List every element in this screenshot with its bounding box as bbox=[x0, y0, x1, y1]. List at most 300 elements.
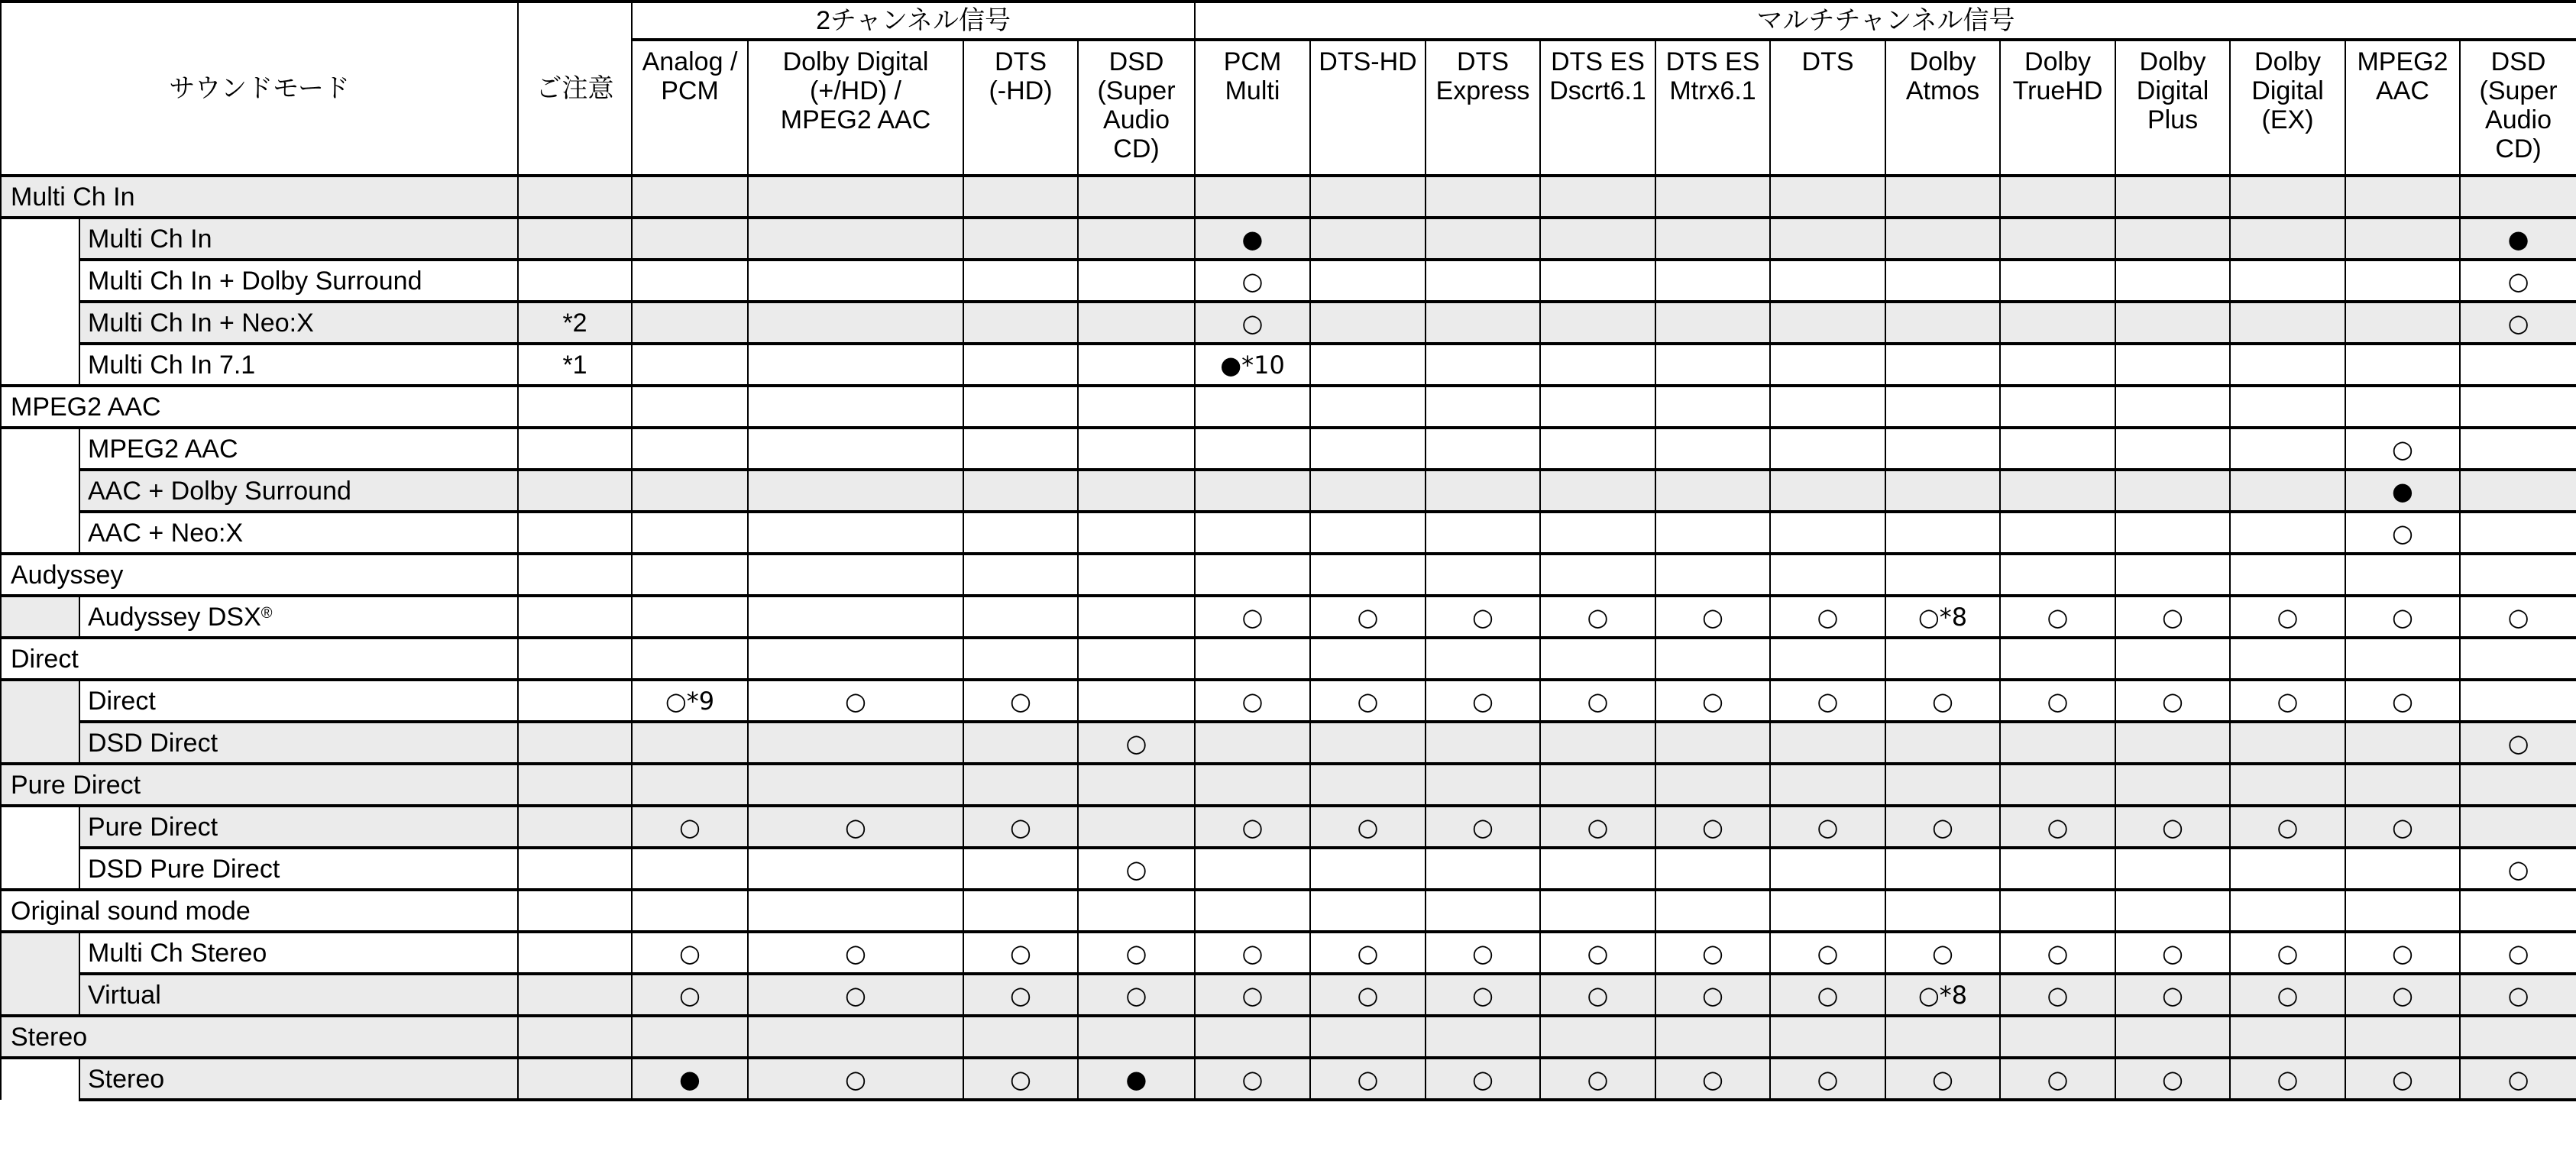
compatibility-mark: ○ bbox=[2162, 686, 2183, 716]
open-circle-icon bbox=[748, 680, 963, 722]
open-circle-icon bbox=[1540, 974, 1655, 1016]
compatibility-mark: ○ bbox=[1472, 980, 1493, 1010]
compatibility-mark: ○ bbox=[1357, 686, 1379, 716]
empty-cell bbox=[2115, 890, 2230, 932]
empty-cell bbox=[2460, 638, 2576, 680]
compatibility-mark: ○ bbox=[1932, 686, 1953, 716]
empty-cell bbox=[1078, 512, 1195, 554]
note-cell: *1 bbox=[518, 344, 632, 386]
compatibility-mark: ○ bbox=[1010, 812, 1031, 842]
empty-cell bbox=[518, 764, 632, 806]
table-row bbox=[1, 470, 2576, 512]
open-circle-icon bbox=[2000, 1058, 2115, 1100]
compatibility-mark: ○ bbox=[679, 938, 701, 968]
empty-cell bbox=[518, 176, 632, 218]
empty-cell bbox=[1770, 176, 1885, 218]
empty-cell bbox=[1655, 722, 1770, 764]
empty-cell bbox=[1078, 764, 1195, 806]
empty-cell bbox=[1540, 428, 1655, 470]
empty-cell bbox=[2345, 344, 2460, 386]
group-row bbox=[1, 176, 2576, 218]
note-cell bbox=[518, 722, 632, 764]
open-circle-icon bbox=[1655, 932, 1770, 974]
empty-cell bbox=[1770, 512, 1885, 554]
empty-cell bbox=[1426, 722, 1540, 764]
compatibility-mark: ● bbox=[1241, 224, 1264, 254]
open-circle-icon bbox=[1655, 596, 1770, 638]
compatibility-mark: ○ bbox=[1241, 980, 1264, 1010]
empty-cell bbox=[2115, 638, 2230, 680]
group-label: Stereo bbox=[1, 1016, 518, 1058]
empty-cell bbox=[1655, 260, 1770, 302]
open-circle-icon bbox=[1540, 932, 1655, 974]
empty-cell bbox=[632, 722, 748, 764]
compatibility-mark: ○ bbox=[845, 686, 866, 716]
compatibility-mark: ○ bbox=[2392, 602, 2413, 632]
open-circle-icon bbox=[1540, 1058, 1655, 1100]
compatibility-mark: ○ bbox=[1357, 602, 1379, 632]
open-circle-icon bbox=[2230, 1058, 2345, 1100]
empty-cell bbox=[748, 848, 963, 890]
open-circle-icon bbox=[2000, 974, 2115, 1016]
open-circle-icon bbox=[2115, 806, 2230, 848]
empty-cell bbox=[963, 722, 1078, 764]
empty-cell bbox=[1310, 1016, 1426, 1058]
empty-cell bbox=[748, 596, 963, 638]
empty-cell bbox=[963, 848, 1078, 890]
empty-cell bbox=[632, 344, 748, 386]
compatibility-mark: ○ bbox=[1241, 308, 1264, 338]
sound-mode-header: サウンドモード bbox=[1, 2, 518, 176]
empty-cell bbox=[1078, 554, 1195, 596]
empty-cell bbox=[632, 848, 748, 890]
open-circle-icon bbox=[1426, 932, 1540, 974]
empty-cell bbox=[632, 386, 748, 428]
column-header: Dolby Digital (+/HD) / MPEG2 AAC bbox=[748, 40, 963, 176]
group-row bbox=[1, 638, 2576, 680]
compatibility-mark: ○ bbox=[2507, 266, 2529, 296]
empty-cell bbox=[1655, 1016, 1770, 1058]
compatibility-mark: ○ bbox=[679, 812, 701, 842]
empty-cell bbox=[2000, 470, 2115, 512]
empty-cell bbox=[1540, 302, 1655, 344]
empty-cell bbox=[1770, 218, 1885, 260]
compatibility-mark: ○ bbox=[2392, 686, 2413, 716]
group-indent bbox=[1, 806, 79, 890]
open-circle-icon bbox=[2345, 806, 2460, 848]
open-circle-icon bbox=[748, 932, 963, 974]
open-circle-icon bbox=[1310, 974, 1426, 1016]
empty-cell bbox=[1885, 428, 2000, 470]
empty-cell bbox=[1310, 890, 1426, 932]
compatibility-mark: ○ bbox=[2047, 602, 2069, 632]
empty-cell bbox=[963, 596, 1078, 638]
group-indent bbox=[1, 218, 79, 386]
empty-cell bbox=[2000, 344, 2115, 386]
empty-cell bbox=[1885, 848, 2000, 890]
empty-cell bbox=[2230, 260, 2345, 302]
empty-cell bbox=[1885, 638, 2000, 680]
column-header: DTS-HD bbox=[1310, 40, 1426, 176]
empty-cell bbox=[1770, 260, 1885, 302]
note-cell bbox=[518, 470, 632, 512]
empty-cell bbox=[2000, 722, 2115, 764]
empty-cell bbox=[1426, 470, 1540, 512]
empty-cell bbox=[1540, 722, 1655, 764]
open-circle-icon bbox=[963, 680, 1078, 722]
empty-cell bbox=[632, 554, 748, 596]
column-header: DSD (Super Audio CD) bbox=[2460, 40, 2576, 176]
open-circle-icon bbox=[1885, 1058, 2000, 1100]
open-circle-icon bbox=[1655, 806, 1770, 848]
open-circle-icon bbox=[2460, 932, 2576, 974]
empty-cell bbox=[632, 764, 748, 806]
note-cell bbox=[518, 428, 632, 470]
empty-cell bbox=[518, 386, 632, 428]
table-row bbox=[1, 848, 2576, 890]
empty-cell bbox=[2230, 638, 2345, 680]
compatibility-mark: ○ bbox=[845, 938, 866, 968]
empty-cell bbox=[632, 302, 748, 344]
empty-cell bbox=[1078, 176, 1195, 218]
open-circle-icon bbox=[1310, 680, 1426, 722]
empty-cell bbox=[1770, 470, 1885, 512]
note-cell bbox=[518, 974, 632, 1016]
compatibility-mark: ○ bbox=[1702, 1064, 1723, 1094]
empty-cell bbox=[1655, 218, 1770, 260]
empty-cell bbox=[963, 638, 1078, 680]
compatibility-mark: ○ bbox=[2277, 812, 2299, 842]
empty-cell bbox=[1078, 260, 1195, 302]
empty-cell bbox=[748, 344, 963, 386]
empty-cell bbox=[1426, 218, 1540, 260]
column-header: DTS ES Dscrt6.1 bbox=[1540, 40, 1655, 176]
empty-cell bbox=[1540, 554, 1655, 596]
empty-cell bbox=[2230, 554, 2345, 596]
compatibility-mark: ● bbox=[2392, 476, 2413, 506]
compatibility-mark: ○ bbox=[1702, 686, 1723, 716]
column-header: PCM Multi bbox=[1195, 40, 1310, 176]
open-circle-icon bbox=[2115, 596, 2230, 638]
compatibility-mark: ○*8 bbox=[1917, 980, 1968, 1010]
open-circle-icon bbox=[2460, 722, 2576, 764]
open-circle-icon bbox=[2230, 974, 2345, 1016]
empty-cell bbox=[1078, 1016, 1195, 1058]
compatibility-mark: ○ bbox=[1472, 602, 1493, 632]
open-circle-icon bbox=[2460, 848, 2576, 890]
sound-mode-name: Virtual bbox=[79, 974, 518, 1016]
compatibility-mark: ● bbox=[679, 1064, 701, 1094]
open-circle-icon bbox=[1770, 596, 1885, 638]
open-circle-icon bbox=[2345, 680, 2460, 722]
sound-mode-name: Multi Ch In bbox=[79, 218, 518, 260]
empty-cell bbox=[2000, 890, 2115, 932]
open-circle-icon bbox=[2115, 1058, 2230, 1100]
empty-cell bbox=[2115, 512, 2230, 554]
compatibility-mark: ● bbox=[1125, 1064, 1147, 1094]
sound-mode-name: MPEG2 AAC bbox=[79, 428, 518, 470]
group-row bbox=[1, 890, 2576, 932]
compatibility-mark: ○ bbox=[1817, 602, 1839, 632]
empty-cell bbox=[1885, 890, 2000, 932]
empty-cell bbox=[1540, 638, 1655, 680]
empty-cell bbox=[1655, 512, 1770, 554]
empty-cell bbox=[2230, 470, 2345, 512]
open-circle-icon bbox=[2230, 806, 2345, 848]
empty-cell bbox=[2460, 386, 2576, 428]
empty-cell bbox=[1770, 386, 1885, 428]
group-row bbox=[1, 386, 2576, 428]
open-circle-icon bbox=[748, 1058, 963, 1100]
empty-cell bbox=[748, 722, 963, 764]
empty-cell bbox=[2460, 1016, 2576, 1058]
empty-cell bbox=[1655, 344, 1770, 386]
open-circle-icon bbox=[1885, 596, 2000, 638]
open-circle-icon bbox=[1885, 974, 2000, 1016]
empty-cell bbox=[963, 470, 1078, 512]
empty-cell bbox=[2115, 302, 2230, 344]
note-cell bbox=[518, 932, 632, 974]
note-cell bbox=[518, 596, 632, 638]
open-circle-icon bbox=[1770, 974, 1885, 1016]
empty-cell bbox=[1655, 554, 1770, 596]
empty-cell bbox=[1655, 764, 1770, 806]
compatibility-mark: ○ bbox=[1010, 686, 1031, 716]
compatibility-mark: ○ bbox=[2507, 938, 2529, 968]
compatibility-mark: ○ bbox=[1702, 980, 1723, 1010]
compatibility-mark: ○ bbox=[1241, 686, 1264, 716]
empty-cell bbox=[963, 386, 1078, 428]
empty-cell bbox=[1195, 512, 1310, 554]
empty-cell bbox=[1310, 848, 1426, 890]
empty-cell bbox=[2460, 806, 2576, 848]
empty-cell bbox=[2345, 176, 2460, 218]
filled-circle-icon bbox=[1195, 344, 1310, 386]
empty-cell bbox=[1540, 512, 1655, 554]
empty-cell bbox=[518, 1016, 632, 1058]
empty-cell bbox=[2345, 218, 2460, 260]
table-body bbox=[1, 176, 2576, 1100]
compatibility-mark: ○ bbox=[1932, 1064, 1953, 1094]
open-circle-icon bbox=[1770, 680, 1885, 722]
compatibility-mark: ○ bbox=[1932, 938, 1953, 968]
open-circle-icon bbox=[632, 806, 748, 848]
empty-cell bbox=[2115, 260, 2230, 302]
group-row bbox=[1, 764, 2576, 806]
open-circle-icon bbox=[632, 680, 748, 722]
empty-cell bbox=[1540, 470, 1655, 512]
compatibility-mark: ○ bbox=[2047, 938, 2069, 968]
compatibility-mark: ○ bbox=[1817, 812, 1839, 842]
compatibility-mark: ○ bbox=[845, 1064, 866, 1094]
compatibility-mark: ○ bbox=[2162, 938, 2183, 968]
empty-cell bbox=[1310, 512, 1426, 554]
empty-cell bbox=[1540, 344, 1655, 386]
open-circle-icon bbox=[2000, 806, 2115, 848]
open-circle-icon bbox=[632, 974, 748, 1016]
empty-cell bbox=[1540, 176, 1655, 218]
open-circle-icon bbox=[1540, 680, 1655, 722]
compatibility-mark: ○ bbox=[1357, 812, 1379, 842]
empty-cell bbox=[1310, 260, 1426, 302]
empty-cell bbox=[2230, 428, 2345, 470]
empty-cell bbox=[1885, 386, 2000, 428]
empty-cell bbox=[1770, 554, 1885, 596]
empty-cell bbox=[2000, 176, 2115, 218]
empty-cell bbox=[2000, 848, 2115, 890]
empty-cell bbox=[2460, 680, 2576, 722]
empty-cell bbox=[1540, 218, 1655, 260]
empty-cell bbox=[1885, 1016, 2000, 1058]
empty-cell bbox=[632, 638, 748, 680]
empty-cell bbox=[632, 890, 748, 932]
filled-circle-icon bbox=[632, 1058, 748, 1100]
open-circle-icon bbox=[2345, 932, 2460, 974]
empty-cell bbox=[2115, 722, 2230, 764]
open-circle-icon bbox=[2460, 974, 2576, 1016]
header-row-groups bbox=[1, 2, 2576, 40]
compatibility-mark: ○ bbox=[1472, 938, 1493, 968]
column-header: Dolby Digital (EX) bbox=[2230, 40, 2345, 176]
table-row bbox=[1, 428, 2576, 470]
empty-cell bbox=[1770, 302, 1885, 344]
compatibility-mark: ○ bbox=[1125, 980, 1147, 1010]
group-label: MPEG2 AAC bbox=[1, 386, 518, 428]
empty-cell bbox=[1310, 764, 1426, 806]
empty-cell bbox=[1310, 470, 1426, 512]
note-cell: *2 bbox=[518, 302, 632, 344]
multi-channel-header: マルチチャンネル信号 bbox=[1195, 2, 2576, 40]
empty-cell bbox=[2115, 554, 2230, 596]
empty-cell bbox=[2230, 722, 2345, 764]
empty-cell bbox=[1426, 638, 1540, 680]
compatibility-mark: ○ bbox=[2277, 602, 2299, 632]
table-row bbox=[1, 806, 2576, 848]
column-header: MPEG2 AAC bbox=[2345, 40, 2460, 176]
empty-cell bbox=[963, 302, 1078, 344]
compatibility-mark: ○ bbox=[1357, 980, 1379, 1010]
open-circle-icon bbox=[2000, 596, 2115, 638]
open-circle-icon bbox=[2000, 680, 2115, 722]
empty-cell bbox=[632, 596, 748, 638]
empty-cell bbox=[2000, 428, 2115, 470]
empty-cell bbox=[1195, 764, 1310, 806]
empty-cell bbox=[963, 554, 1078, 596]
compatibility-mark: ○*9 bbox=[665, 686, 715, 716]
compatibility-mark: ○ bbox=[2392, 938, 2413, 968]
compatibility-mark: ○ bbox=[2392, 434, 2413, 464]
empty-cell bbox=[1195, 554, 1310, 596]
empty-cell bbox=[1655, 638, 1770, 680]
empty-cell bbox=[2115, 764, 2230, 806]
open-circle-icon bbox=[1885, 806, 2000, 848]
open-circle-icon bbox=[2460, 302, 2576, 344]
note-cell bbox=[518, 218, 632, 260]
compatibility-mark: ○ bbox=[1817, 938, 1839, 968]
compatibility-mark: ○ bbox=[1587, 602, 1609, 632]
empty-cell bbox=[1655, 890, 1770, 932]
sound-mode-name: Pure Direct bbox=[79, 806, 518, 848]
open-circle-icon bbox=[1195, 260, 1310, 302]
empty-cell bbox=[1655, 470, 1770, 512]
empty-cell bbox=[748, 260, 963, 302]
empty-cell bbox=[632, 428, 748, 470]
empty-cell bbox=[2460, 428, 2576, 470]
empty-cell bbox=[1195, 722, 1310, 764]
open-circle-icon bbox=[1078, 932, 1195, 974]
open-circle-icon bbox=[1426, 806, 1540, 848]
note-cell bbox=[518, 260, 632, 302]
empty-cell bbox=[2230, 218, 2345, 260]
open-circle-icon bbox=[632, 932, 748, 974]
empty-cell bbox=[1655, 176, 1770, 218]
empty-cell bbox=[1195, 428, 1310, 470]
group-row bbox=[1, 1016, 2576, 1058]
table-row bbox=[1, 932, 2576, 974]
group-indent bbox=[1, 596, 79, 638]
sound-mode-name: Stereo bbox=[79, 1058, 518, 1100]
group-indent bbox=[1, 428, 79, 554]
open-circle-icon bbox=[963, 974, 1078, 1016]
open-circle-icon bbox=[963, 806, 1078, 848]
empty-cell bbox=[1885, 512, 2000, 554]
table-row bbox=[1, 974, 2576, 1016]
open-circle-icon bbox=[1655, 974, 1770, 1016]
empty-cell bbox=[748, 1016, 963, 1058]
empty-cell bbox=[1655, 386, 1770, 428]
empty-cell bbox=[2000, 512, 2115, 554]
filled-circle-icon bbox=[2345, 470, 2460, 512]
empty-cell bbox=[748, 554, 963, 596]
empty-cell bbox=[1078, 638, 1195, 680]
compatibility-mark: ○ bbox=[2162, 812, 2183, 842]
empty-cell bbox=[2230, 386, 2345, 428]
empty-cell bbox=[1195, 848, 1310, 890]
empty-cell bbox=[1195, 890, 1310, 932]
open-circle-icon bbox=[1655, 1058, 1770, 1100]
open-circle-icon bbox=[1770, 1058, 1885, 1100]
open-circle-icon bbox=[1655, 680, 1770, 722]
compatibility-mark: ○ bbox=[2507, 1064, 2529, 1094]
empty-cell bbox=[1426, 890, 1540, 932]
compatibility-mark: ○ bbox=[2277, 686, 2299, 716]
open-circle-icon bbox=[1195, 1058, 1310, 1100]
empty-cell bbox=[2345, 638, 2460, 680]
empty-cell bbox=[748, 890, 963, 932]
empty-cell bbox=[2115, 428, 2230, 470]
filled-circle-icon bbox=[1078, 1058, 1195, 1100]
compatibility-mark: ○ bbox=[1817, 686, 1839, 716]
empty-cell bbox=[2460, 554, 2576, 596]
empty-cell bbox=[1078, 302, 1195, 344]
empty-cell bbox=[2115, 386, 2230, 428]
empty-cell bbox=[1195, 470, 1310, 512]
compatibility-mark: ○ bbox=[845, 812, 866, 842]
note-cell bbox=[518, 512, 632, 554]
compatibility-mark: ○ bbox=[2507, 980, 2529, 1010]
empty-cell bbox=[748, 176, 963, 218]
note-header: ご注意 bbox=[518, 2, 632, 176]
table-row bbox=[1, 680, 2576, 722]
empty-cell bbox=[2230, 344, 2345, 386]
sound-mode-name: Multi Ch In + Dolby Surround bbox=[79, 260, 518, 302]
compatibility-mark: ○ bbox=[2507, 728, 2529, 758]
empty-cell bbox=[2345, 260, 2460, 302]
compatibility-mark: ○ bbox=[2047, 686, 2069, 716]
sound-mode-name: Direct bbox=[79, 680, 518, 722]
group-indent bbox=[1, 932, 79, 1016]
empty-cell bbox=[1426, 1016, 1540, 1058]
